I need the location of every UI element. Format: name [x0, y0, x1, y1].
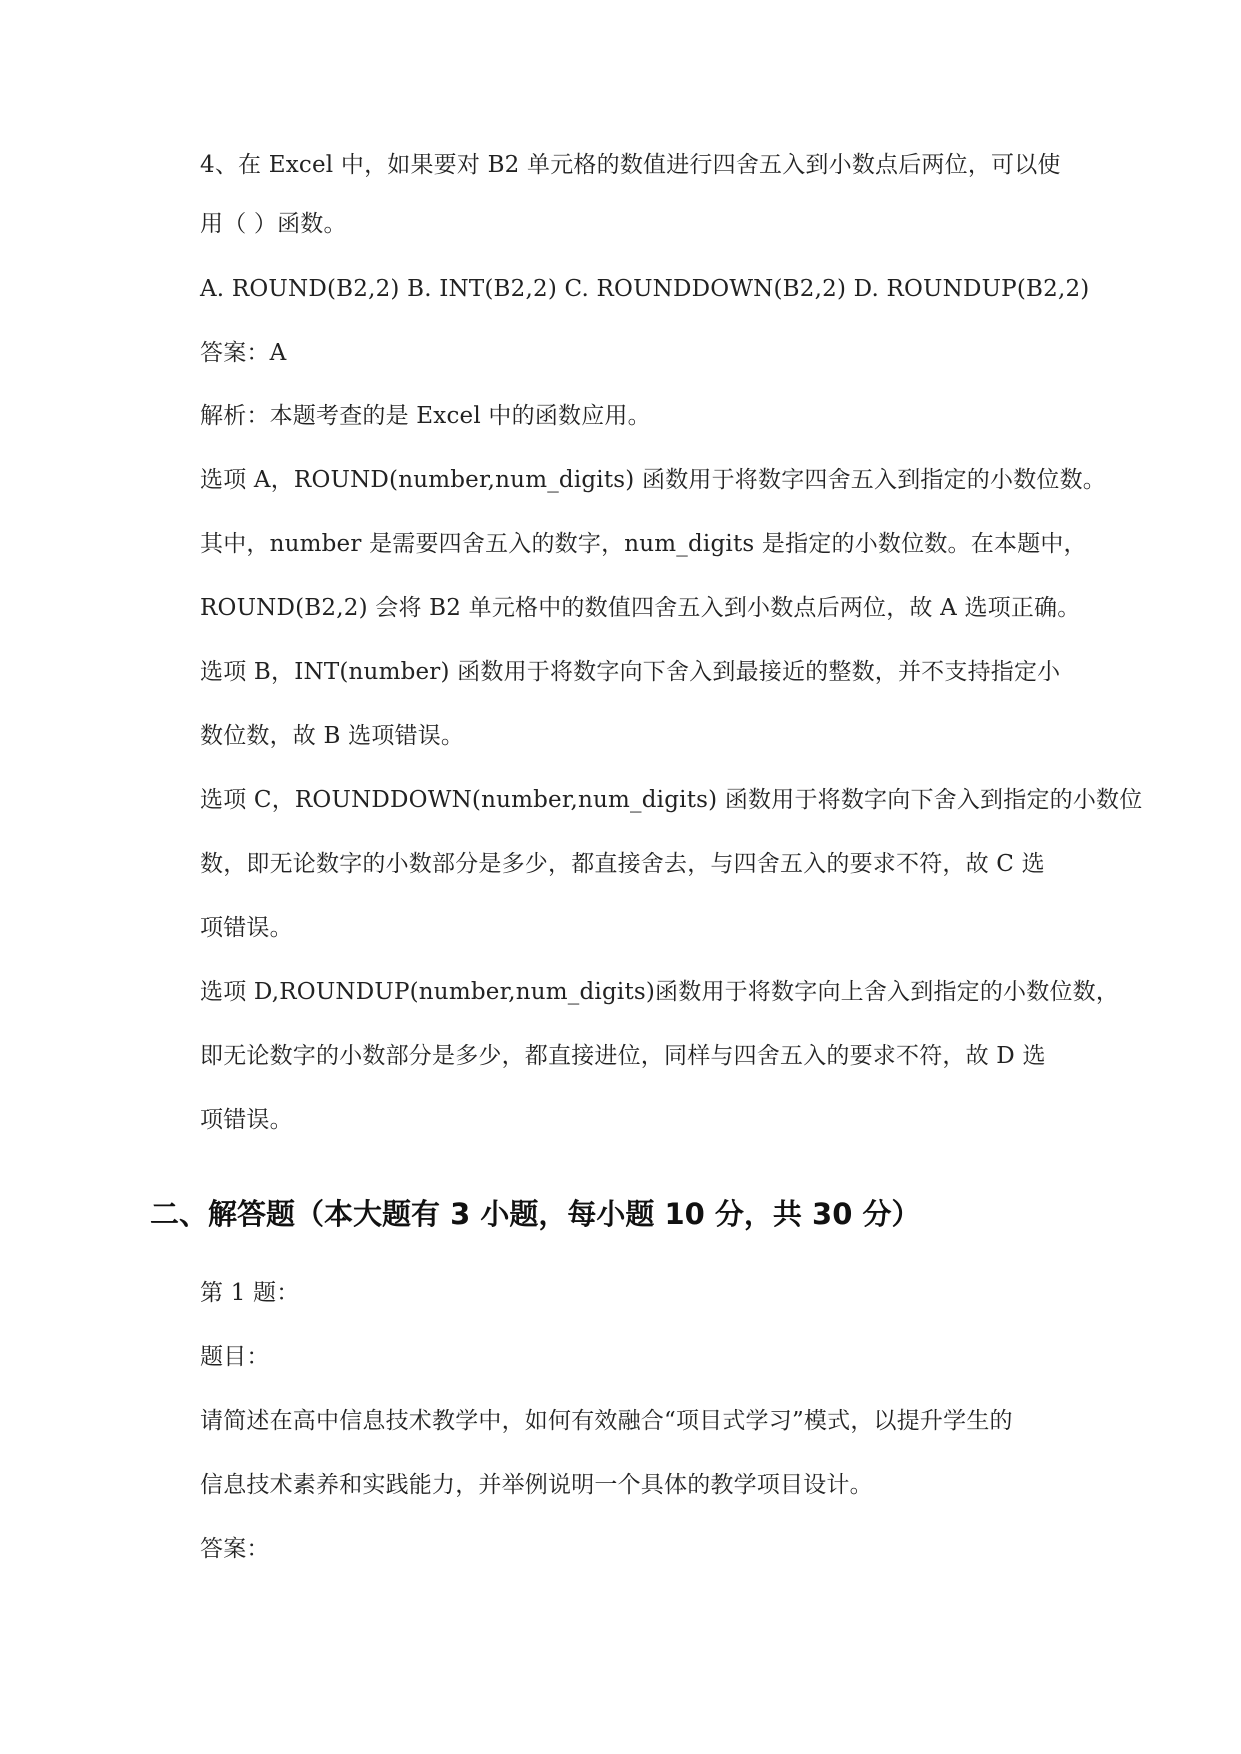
option-c-analysis-line-1: 选项 C，ROUNDDOWN(number,num_digits) 函数用于将数字向下舍入到指定的小数位 [200, 787, 1143, 813]
option-c-analysis-line-2: 数，即无论数字的小数部分是多少，都直接舍去，与四舍五入的要求不符，故 C 选 [200, 851, 1045, 877]
question-4-stem-line-2: 用（ ）函数。 [200, 211, 347, 237]
option-b-analysis-line-2: 数位数，故 B 选项错误。 [200, 723, 465, 749]
answer-label: 答案： [200, 1536, 270, 1562]
option-d-analysis-line-2: 即无论数字的小数部分是多少，都直接进位，同样与四舍五入的要求不符，故 D 选 [200, 1043, 1046, 1069]
topic-text-line-2: 信息技术素养和实践能力，并举例说明一个具体的教学项目设计。 [200, 1472, 873, 1498]
question-1-label: 第 1 题： [200, 1280, 300, 1306]
topic-label: 题目： [200, 1344, 270, 1370]
question-4-answer: 答案：A [200, 340, 287, 366]
option-a-analysis-line-1: 选项 A，ROUND(number,num_digits) 函数用于将数字四舍五入到指定的小数位数。 [200, 467, 1106, 493]
question-4-stem-line-1: 4、在 Excel 中，如果要对 B2 单元格的数值进行四舍五入到小数点后两位，可以使 [200, 152, 1061, 178]
option-a-analysis-line-2: 其中，number 是需要四舍五入的数字，num_digits 是指定的小数位数。在本题中， [200, 531, 1087, 557]
option-d-analysis-line-3: 项错误。 [200, 1107, 293, 1133]
option-d-analysis-line-1: 选项 D,ROUNDUP(number,num_digits)函数用于将数字向上舍入到指定的小数位数， [200, 979, 1120, 1005]
analysis-intro: 解析：本题考查的是 Excel 中的函数应用。 [200, 403, 651, 429]
option-c-analysis-line-3: 项错误。 [200, 915, 293, 941]
question-4-options: A. ROUND(B2,2) B. INT(B2,2) C. ROUNDDOWN(B2,2) D. ROUNDUP(B2,2) [200, 276, 1090, 302]
topic-text-line-1: 请简述在高中信息技术教学中，如何有效融合“项目式学习”模式，以提升学生的 [200, 1408, 1013, 1434]
option-b-analysis-line-1: 选项 B，INT(number) 函数用于将数字向下舍入到最接近的整数，并不支持指定小 [200, 659, 1061, 685]
option-a-analysis-line-3: ROUND(B2,2) 会将 B2 单元格中的数值四舍五入到小数点后两位，故 A 选项正确。 [200, 595, 1081, 621]
section-2-heading: 二、解答题（本大题有 3 小题，每小题 10 分，共 30 分） [150, 1197, 921, 1231]
